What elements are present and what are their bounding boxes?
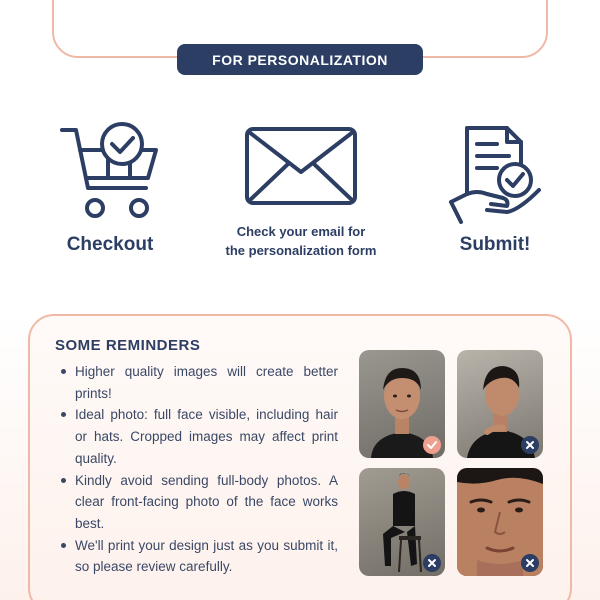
rejected-x-badge [521,436,539,454]
step-check-email-line1: Check your email for [236,224,366,239]
example-photo-full-body [359,468,445,576]
accepted-check-badge [423,436,441,454]
reminder-item: Kindly avoid sending full-body photos. A clear front-facing photo of the face works best. [60,470,338,535]
step-check-email-line2: the personalization form [225,243,377,258]
close-icon [525,558,535,568]
example-photo-cropped-closeup [457,468,543,576]
step-check-email-label [205,222,397,260]
example-photo-front-facing [359,350,445,458]
example-photo-side-profile [457,350,543,458]
section-pill: FOR PERSONALIZATION [177,44,423,75]
reminders-list [60,361,338,578]
rejected-x-badge [423,554,441,572]
check-icon [426,439,438,451]
step-checkout-label: Checkout [66,234,154,255]
step-submit [430,124,560,256]
reminders-title: SOME REMINDERS [55,337,201,354]
step-submit-label: Submit! [459,234,531,255]
step-checkout [40,122,180,256]
reminder-item: We'll print your design just as you submit it, so please review carefully. [60,535,338,578]
rejected-x-badge [521,554,539,572]
envelope-icon [244,126,358,206]
document-hand-check-icon [447,124,543,228]
shopping-cart-check-icon [58,122,162,228]
reminder-item: Higher quality images will create better prints! [60,361,338,404]
step-check-email [205,126,397,260]
reminder-item: Ideal photo: full face visible, including hair or hats. Cropped images may affect print quality. [60,404,338,469]
close-icon [427,558,437,568]
close-icon [525,440,535,450]
